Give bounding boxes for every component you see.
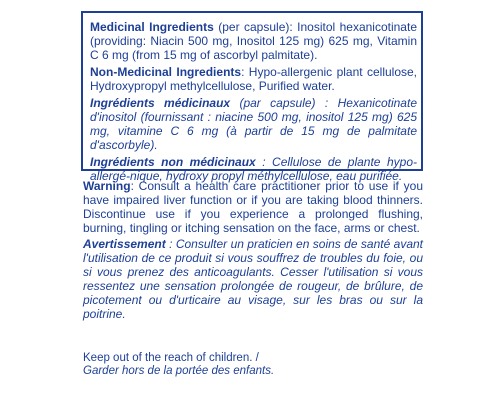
- medicinal-ingredients-en: [90, 20, 417, 62]
- warning-fr-text: : Consulter un praticien en soins de santé avant l'utilisation de ce produit si vous souffrez de troubles du foie, ou si vous prenez des anticoagulants. Cesser l'utilisation si vous ressentez une sensation prolongée de rougeur, de brûlure, de picotement ou d'urticaire au visage, sur les bras ou sur la poitrine.: [83, 237, 423, 321]
- warning-en-text: : Consult a health care practitioner prior to use if you have impaired liver function or if you are taking blood thinners. Discontinue use if you experience a prolonged flushing, burning, tingling or itching sensation on the face, arms or chest.: [83, 179, 423, 235]
- warning-fr-label: Avertissement: [83, 237, 166, 251]
- non-medicinal-ingredients-fr-label: Ingrédients non médicinaux: [90, 155, 256, 169]
- non-medicinal-ingredients-en: [90, 65, 417, 93]
- warning-en: [83, 179, 423, 235]
- non-medicinal-ingredients-en-text: : Hypo-allergenic plant cellulose, Hydroxypropyl methylcellulose, Purified water.: [90, 65, 417, 93]
- medicinal-ingredients-en-label: Medicinal Ingredients: [90, 20, 214, 34]
- medicinal-ingredients-fr: [90, 96, 417, 152]
- warning-fr: [83, 237, 423, 321]
- warning-en-label: Warning: [83, 179, 131, 193]
- ingredients-box: [81, 11, 423, 183]
- non-medicinal-ingredients-fr-text: : Cellulose de plante hypo-allergé-nique, hydroxy propyl méthylcellulose, eau purifiée.: [90, 155, 417, 183]
- non-medicinal-ingredients-en-label: Non-Medicinal Ingredients: [90, 65, 242, 79]
- medicinal-ingredients-en-text: (per capsule): Inositol hexanicotinate (providing: Niacin 500 mg, Inositol 125 mg) 625 mg, Vitamin C 6 mg (from 15 mg of ascorbyl palmitate).: [90, 20, 417, 62]
- keep-out-en: Keep out of the reach of children. /: [83, 352, 259, 364]
- keep-out-of-reach: [83, 352, 423, 378]
- medicinal-ingredients-fr-text: (par capsule) : Hexanicotinate d'inositol (fournissant : niacine 500 mg, inositol 125 mg) 625 mg, vitamine C 6 mg (à partir de 15 mg de palmitate d'ascorbyle).: [90, 96, 417, 152]
- keep-out-fr: Garder hors de la portée des enfants.: [83, 365, 275, 377]
- medicinal-ingredients-fr-label: Ingrédients médicinaux: [90, 96, 231, 110]
